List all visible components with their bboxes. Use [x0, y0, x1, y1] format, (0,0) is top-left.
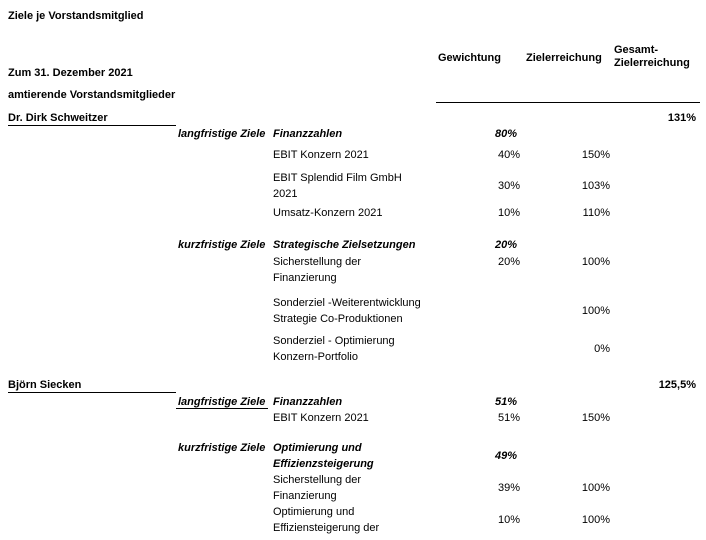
- goal-item-weight: 39%: [497, 482, 520, 494]
- goal-item-weight: 40%: [497, 149, 520, 161]
- goal-group-weight: 20%: [495, 239, 518, 251]
- group-rule: [176, 408, 268, 409]
- goal-item-line: Sonderziel - Optimierung: [273, 335, 395, 347]
- column-header-weight: Gewichtung: [438, 52, 501, 64]
- goal-item-line: EBIT Splendid Film GmbH: [273, 172, 402, 184]
- goal-item: [273, 297, 421, 326]
- member-rule: [8, 392, 176, 393]
- goal-item-line: 2021: [273, 188, 298, 200]
- goal-item: [273, 474, 361, 503]
- goal-item-weight: 51%: [497, 412, 520, 424]
- goal-item-line: Finanzierung: [273, 490, 337, 502]
- date-label: Zum 31. Dezember 2021: [8, 67, 133, 79]
- column-header-total-line2: Zielerreichung: [614, 57, 690, 69]
- goal-item: [273, 149, 369, 162]
- goal-item-line: Sicherstellung der: [273, 256, 362, 268]
- goal-type: langfristige Ziele: [178, 396, 266, 408]
- goal-item-weight: 10%: [497, 514, 520, 526]
- goal-item-achievement: 100%: [581, 305, 610, 317]
- goal-item-line: EBIT Konzern 2021: [273, 149, 369, 161]
- member-total: 131%: [667, 112, 696, 124]
- goal-item-line: EBIT Konzern 2021: [273, 412, 369, 424]
- column-header-achievement: Zielerreichung: [526, 52, 602, 64]
- column-header-total: [614, 44, 690, 70]
- goal-item-achievement: 100%: [581, 482, 610, 494]
- member-name: Dr. Dirk Schweitzer: [8, 112, 108, 124]
- goal-item-achievement: 0%: [594, 343, 610, 355]
- goal-item-line: Strategie Co-Produktionen: [273, 313, 403, 325]
- goal-item-weight: 10%: [497, 207, 520, 219]
- goal-item: [273, 335, 395, 364]
- members-label: amtierende Vorstandsmitglieder: [8, 89, 176, 101]
- goal-group-weight: 80%: [495, 128, 518, 140]
- goal-group-label-line: Optimierung und: [273, 442, 362, 454]
- goal-item-line: Optimierung und: [273, 506, 355, 518]
- goal-group-label-line: Effizienzsteigerung: [273, 458, 374, 470]
- goal-item-line: Finanzierung: [273, 272, 337, 284]
- goal-item-line: Effiziensteigerung der: [273, 522, 380, 534]
- goal-item-achievement: 150%: [581, 412, 610, 424]
- goal-item-achievement: 150%: [581, 149, 610, 161]
- goal-group-weight: 51%: [495, 396, 518, 408]
- goal-item-line: Konzern-Portfolio: [273, 351, 358, 363]
- goal-item-achievement: 103%: [581, 180, 610, 192]
- goal-item-weight: 20%: [497, 256, 520, 268]
- goal-group-label: [273, 442, 374, 471]
- member-total: 125,5%: [658, 379, 696, 391]
- goal-item-achievement: 110%: [582, 207, 610, 219]
- goal-type: kurzfristige Ziele: [178, 442, 266, 454]
- goal-type: langfristige Ziele: [178, 128, 266, 140]
- goal-item-line: Umsatz-Konzern 2021: [273, 207, 383, 219]
- goal-item-weight: 30%: [497, 180, 520, 192]
- member-name: Björn Siecken: [8, 379, 82, 391]
- goal-item: [273, 412, 369, 425]
- member-rule: [8, 125, 176, 126]
- goal-item-line: Sonderziel -Weiterentwicklung: [273, 297, 421, 309]
- goal-group-label: Finanzzahlen: [273, 128, 343, 140]
- goal-type: kurzfristige Ziele: [178, 239, 266, 251]
- goal-item-line: Sicherstellung der: [273, 474, 362, 486]
- goal-item: [273, 207, 382, 220]
- goal-item-achievement: 100%: [581, 514, 610, 526]
- goal-item: [273, 172, 402, 201]
- goal-item: [273, 506, 379, 535]
- header-rule: [436, 102, 700, 103]
- column-header-total-line1: Gesamt-: [614, 44, 659, 56]
- goal-group-label: Strategische Zielsetzungen: [273, 239, 416, 251]
- goal-item-achievement: 100%: [581, 256, 610, 268]
- goal-group-label: Finanzzahlen: [273, 396, 343, 408]
- goal-group-weight: 49%: [495, 450, 518, 462]
- page-title: Ziele je Vorstandsmitglied: [8, 10, 144, 22]
- goal-item: [273, 256, 361, 285]
